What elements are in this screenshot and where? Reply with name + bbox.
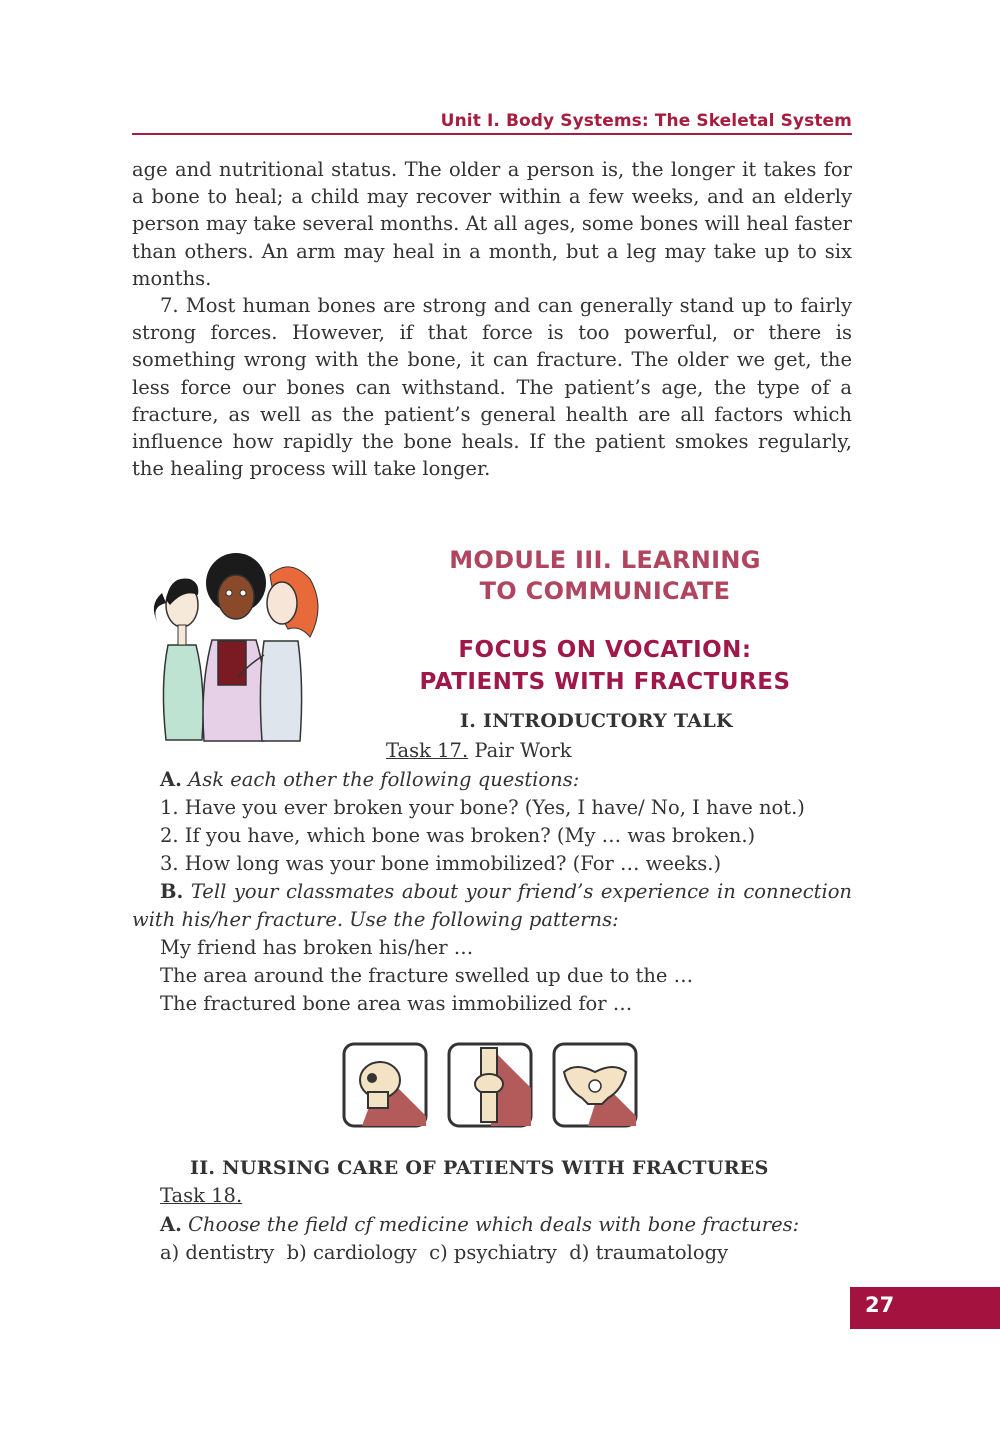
running-head: Unit I. Body Systems: The Skeletal System (440, 111, 852, 131)
intro-text (132, 156, 852, 482)
pelvis-icon (552, 1042, 638, 1128)
task-18-part-a (160, 1211, 799, 1238)
focus-title: FOCUS ON VOCATION: PATIENTS WITH FRACTURES (419, 637, 791, 695)
task-18-part-a-instruction: Choose the field cf medicine which deals with bone fractures: (188, 1213, 800, 1236)
paragraph-7: 7. Most human bones are strong and can generally stand up to fairly strong forces. However, if that force is too powerful, or there is something wrong with the bone, it can fracture. The older we get, the less force our bones can withstand. The patient’s age, the type of a fracture, as well as the patient’s general health are all factors which influence how rapidly the bone heals. If the patient smokes regularly, the healing process will take longer. (132, 294, 852, 481)
page-number: 27 (865, 1293, 895, 1317)
task-17-label: Task 17. (386, 739, 469, 762)
skull-icon (342, 1042, 428, 1128)
header-rule (132, 133, 852, 135)
section-heading-nursing-care: II. NURSING CARE OF PATIENTS WITH FRACTURES (190, 1157, 769, 1179)
knee-joint-icon (447, 1042, 533, 1128)
part-a-instruction-line (160, 766, 579, 793)
part-a-label: A. (160, 768, 182, 791)
task-18-part-a-label: A. (160, 1213, 182, 1236)
pattern-3: The fractured bone area was immobilized for … (160, 992, 633, 1015)
module-title: MODULE III. LEARNING TO COMMUNICATE (449, 546, 761, 605)
task-17-line (386, 739, 572, 762)
nurses-illustration (140, 545, 340, 745)
pattern-1: My friend has broken his/her … (160, 936, 474, 959)
task-17-type: Pair Work (474, 739, 572, 762)
part-a-instruction: Ask each other the following questions: (188, 768, 580, 791)
task-18-label: Task 18. (160, 1184, 243, 1207)
question-3: 3. How long was your bone immobilized? (For … weeks.) (160, 852, 722, 875)
part-b-instruction (132, 878, 852, 934)
part-b-label: B. (160, 880, 184, 903)
question-1: 1. Have you ever broken your bone? (Yes, I have/ No, I have not.) (160, 796, 805, 819)
bone-icons-row (342, 1042, 642, 1130)
paragraph-6-end: age and nutritional status. The older a person is, the longer it takes for a bone to heal; a child may recover within a few weeks, and an elderly person may take several months. At all ages, some bones will heal faster than others. An arm may heal in a month, but a leg may take up to six months. (132, 158, 852, 290)
question-2: 2. If you have, which bone was broken? (My … was broken.) (160, 824, 756, 847)
task-18-line (160, 1184, 242, 1207)
task-18-options: a) dentistry b) cardiology c) psychiatry d) traumatology (160, 1241, 729, 1264)
section-heading-introductory-talk: I. INTRODUCTORY TALK (460, 710, 733, 732)
part-b-text: Tell your classmates about your friend’s experience in connection with his/her fracture. Use the following patterns: (132, 880, 852, 931)
pattern-2: The area around the fracture swelled up due to the … (160, 964, 694, 987)
